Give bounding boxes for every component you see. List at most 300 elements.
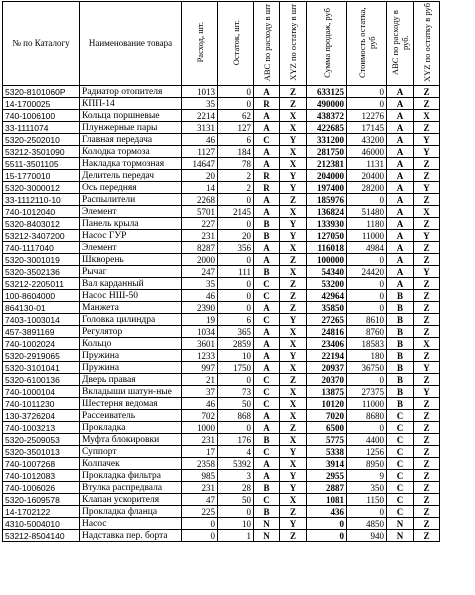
cell-abc-sales: C	[254, 398, 280, 410]
cell-xyz-stock: X	[280, 494, 307, 506]
header-xyz-stock-text: XYZ по остатку в шт	[288, 4, 298, 81]
table-row	[3, 506, 440, 518]
cell-abc-sales: A	[254, 470, 280, 482]
cell-stock-cost: 4850	[347, 518, 387, 530]
cell-stock-qty: 184	[218, 146, 254, 158]
cell-xyz-stock: Y	[280, 350, 307, 362]
cell-stock-qty: 4	[218, 446, 254, 458]
cell-sales-qty: 35	[182, 98, 218, 110]
cell-abc-sales: A	[254, 122, 280, 134]
header-name: Наименование товара	[80, 2, 182, 86]
cell-stock-cost: 0	[347, 86, 387, 98]
cell-xyz-stock-rub: Z	[414, 374, 440, 386]
cell-abc-sales: A	[254, 206, 280, 218]
table-row	[3, 350, 440, 362]
cell-stock-cost: 51480	[347, 206, 387, 218]
cell-abc-sales: A	[254, 326, 280, 338]
table-row	[3, 122, 440, 134]
header-sales-qty	[182, 2, 218, 86]
cell-name: Вкладыши шатун-ные	[80, 386, 182, 398]
cell-code: 5320-2509053	[3, 434, 80, 446]
abc-xyz-table	[2, 1, 440, 542]
cell-sales-sum: 35850	[307, 302, 347, 314]
cell-code: 5320-2502010	[3, 134, 80, 146]
cell-name: Элемент	[80, 242, 182, 254]
cell-abc-sales: A	[254, 362, 280, 374]
cell-name: Прокладка	[80, 422, 182, 434]
table-row	[3, 242, 440, 254]
cell-stock-qty: 78	[218, 158, 254, 170]
cell-code: 15-1770010	[3, 170, 80, 182]
cell-sales-qty: 227	[182, 218, 218, 230]
cell-stock-qty: 0	[218, 374, 254, 386]
cell-xyz-stock: Y	[280, 134, 307, 146]
cell-stock-cost: 11000	[347, 230, 387, 242]
cell-sales-qty: 1013	[182, 86, 218, 98]
cell-abc-sales: B	[254, 482, 280, 494]
cell-xyz-stock-rub: Z	[414, 398, 440, 410]
cell-name: Прокладка фланца	[80, 506, 182, 518]
cell-abc-stock-rub: A	[387, 158, 414, 170]
cell-sales-sum: 53200	[307, 278, 347, 290]
cell-stock-qty: 2	[218, 170, 254, 182]
cell-abc-stock-rub: C	[387, 470, 414, 482]
cell-stock-qty: 5392	[218, 458, 254, 470]
table-row	[3, 410, 440, 422]
table-row	[3, 182, 440, 194]
cell-sales-sum: 6500	[307, 422, 347, 434]
cell-abc-stock-rub: A	[387, 146, 414, 158]
table-row	[3, 254, 440, 266]
cell-sales-sum: 23406	[307, 338, 347, 350]
cell-abc-sales: C	[254, 278, 280, 290]
cell-xyz-stock-rub: Z	[414, 434, 440, 446]
cell-sales-qty: 46	[182, 134, 218, 146]
cell-code: 53212-2205011	[3, 278, 80, 290]
cell-xyz-stock: Z	[280, 194, 307, 206]
cell-sales-qty: 1000	[182, 422, 218, 434]
cell-stock-qty: 3	[218, 470, 254, 482]
cell-abc-stock-rub: C	[387, 494, 414, 506]
cell-abc-stock-rub: A	[387, 218, 414, 230]
cell-abc-sales: C	[254, 374, 280, 386]
cell-code: 5320-3101041	[3, 362, 80, 374]
cell-abc-sales: A	[254, 110, 280, 122]
cell-stock-qty: 868	[218, 410, 254, 422]
table-row	[3, 482, 440, 494]
cell-abc-stock-rub: A	[387, 254, 414, 266]
cell-sales-qty: 19	[182, 314, 218, 326]
cell-stock-qty: 6	[218, 134, 254, 146]
cell-sales-qty: 2268	[182, 194, 218, 206]
cell-code: 740-1006026	[3, 482, 80, 494]
cell-code: 864130-01	[3, 302, 80, 314]
cell-stock-cost: 180	[347, 350, 387, 362]
cell-xyz-stock: Z	[280, 506, 307, 518]
cell-sales-sum: 5338	[307, 446, 347, 458]
table-row	[3, 518, 440, 530]
cell-xyz-stock-rub: Z	[414, 422, 440, 434]
cell-stock-cost: 0	[347, 278, 387, 290]
cell-xyz-stock-rub: Y	[414, 146, 440, 158]
cell-name: Муфта блокировки	[80, 434, 182, 446]
cell-xyz-stock: Y	[280, 470, 307, 482]
cell-abc-stock-rub: C	[387, 458, 414, 470]
cell-sales-qty: 46	[182, 398, 218, 410]
cell-stock-cost: 0	[347, 98, 387, 110]
cell-stock-cost: 0	[347, 290, 387, 302]
cell-stock-cost: 43200	[347, 134, 387, 146]
table-body	[3, 86, 440, 542]
cell-stock-qty: 2	[218, 182, 254, 194]
cell-code: 5320-2919065	[3, 350, 80, 362]
cell-abc-sales: A	[254, 146, 280, 158]
cell-stock-cost: 0	[347, 194, 387, 206]
cell-stock-cost: 0	[347, 302, 387, 314]
cell-xyz-stock: Y	[280, 314, 307, 326]
cell-code: 5320-3502136	[3, 266, 80, 278]
cell-xyz-stock: X	[280, 158, 307, 170]
table-row	[3, 494, 440, 506]
cell-stock-qty: 20	[218, 230, 254, 242]
cell-stock-cost: 1256	[347, 446, 387, 458]
cell-code: 100-8604000	[3, 290, 80, 302]
cell-stock-cost: 1180	[347, 218, 387, 230]
table-row	[3, 422, 440, 434]
cell-stock-qty: 0	[218, 254, 254, 266]
header-abc-sales	[254, 2, 280, 86]
cell-sales-qty: 21	[182, 374, 218, 386]
cell-stock-cost: 1131	[347, 158, 387, 170]
cell-xyz-stock: X	[280, 338, 307, 350]
cell-xyz-stock: X	[280, 398, 307, 410]
table-row	[3, 278, 440, 290]
cell-stock-cost: 8610	[347, 314, 387, 326]
header-abc-sales-text: ABC по расходу в шт	[261, 3, 272, 82]
header-abc-stock-rub-text: ABC по расходу в руб.	[390, 10, 410, 75]
cell-stock-cost: 24420	[347, 266, 387, 278]
cell-abc-stock-rub: B	[387, 350, 414, 362]
cell-sales-qty: 3131	[182, 122, 218, 134]
cell-xyz-stock-rub: Z	[414, 278, 440, 290]
cell-stock-qty: 6	[218, 314, 254, 326]
cell-xyz-stock: X	[280, 326, 307, 338]
cell-stock-cost: 8950	[347, 458, 387, 470]
cell-code: 740-1003213	[3, 422, 80, 434]
cell-sales-sum: 116018	[307, 242, 347, 254]
table-row	[3, 434, 440, 446]
cell-code: 5511-3501105	[3, 158, 80, 170]
cell-abc-stock-rub: A	[387, 134, 414, 146]
cell-code: 457-3891169	[3, 326, 80, 338]
cell-stock-cost: 28200	[347, 182, 387, 194]
table-row	[3, 230, 440, 242]
cell-sales-sum: 197400	[307, 182, 347, 194]
table-row	[3, 170, 440, 182]
cell-abc-sales: C	[254, 386, 280, 398]
cell-xyz-stock-rub: Y	[414, 386, 440, 398]
cell-code: 33-1112110-10	[3, 194, 80, 206]
cell-abc-sales: N	[254, 518, 280, 530]
cell-xyz-stock-rub: Z	[414, 410, 440, 422]
cell-name: Надставка пер. борта	[80, 530, 182, 542]
cell-sales-sum: 212381	[307, 158, 347, 170]
cell-xyz-stock: X	[280, 458, 307, 470]
cell-stock-cost: 8680	[347, 410, 387, 422]
cell-sales-sum: 3914	[307, 458, 347, 470]
table-row	[3, 446, 440, 458]
cell-xyz-stock-rub: X	[414, 338, 440, 350]
cell-name: Регулятор	[80, 326, 182, 338]
table-row	[3, 86, 440, 98]
cell-code: 5320-3501013	[3, 446, 80, 458]
header-stock-qty	[218, 2, 254, 86]
cell-xyz-stock-rub: X	[414, 110, 440, 122]
cell-code: 53212-3501090	[3, 146, 80, 158]
cell-sales-sum: 22194	[307, 350, 347, 362]
cell-sales-qty: 231	[182, 482, 218, 494]
cell-sales-qty: 1233	[182, 350, 218, 362]
cell-abc-stock-rub: A	[387, 266, 414, 278]
cell-stock-qty: 0	[218, 98, 254, 110]
cell-code: 53212-3407200	[3, 230, 80, 242]
table-row	[3, 158, 440, 170]
cell-name: Дверь правая	[80, 374, 182, 386]
cell-sales-sum: 436	[307, 506, 347, 518]
cell-sales-qty: 2358	[182, 458, 218, 470]
cell-name: Насос ГУР	[80, 230, 182, 242]
cell-code: 5320-8101060Р	[3, 86, 80, 98]
cell-stock-cost: 940	[347, 530, 387, 542]
cell-abc-stock-rub: A	[387, 230, 414, 242]
cell-stock-qty: 0	[218, 290, 254, 302]
cell-sales-qty: 37	[182, 386, 218, 398]
cell-sales-qty: 225	[182, 506, 218, 518]
cell-xyz-stock: Z	[280, 254, 307, 266]
cell-stock-qty: 0	[218, 302, 254, 314]
cell-abc-stock-rub: A	[387, 170, 414, 182]
cell-code: 5320-3000012	[3, 182, 80, 194]
cell-xyz-stock-rub: Z	[414, 170, 440, 182]
cell-stock-qty: 365	[218, 326, 254, 338]
cell-abc-stock-rub: A	[387, 110, 414, 122]
cell-xyz-stock-rub: Z	[414, 122, 440, 134]
cell-abc-stock-rub: A	[387, 194, 414, 206]
cell-sales-qty: 1127	[182, 146, 218, 158]
table-row	[3, 98, 440, 110]
cell-stock-qty: 0	[218, 86, 254, 98]
cell-code: 5320-3001019	[3, 254, 80, 266]
cell-name: Рассеиватель	[80, 410, 182, 422]
cell-name: Вал карданный	[80, 278, 182, 290]
cell-stock-cost: 0	[347, 254, 387, 266]
cell-abc-sales: R	[254, 98, 280, 110]
cell-xyz-stock-rub: Z	[414, 254, 440, 266]
cell-name: Делитель передач	[80, 170, 182, 182]
cell-name: Суппорт	[80, 446, 182, 458]
table-row	[3, 146, 440, 158]
cell-name: Шкворень	[80, 254, 182, 266]
header-sales-sum	[307, 2, 347, 86]
cell-abc-sales: B	[254, 266, 280, 278]
cell-xyz-stock-rub: Y	[414, 134, 440, 146]
cell-sales-sum: 2887	[307, 482, 347, 494]
cell-abc-stock-rub: B	[387, 326, 414, 338]
cell-name: Ось передняя	[80, 182, 182, 194]
cell-abc-sales: C	[254, 134, 280, 146]
cell-sales-sum: 10120	[307, 398, 347, 410]
cell-sales-sum: 185976	[307, 194, 347, 206]
cell-xyz-stock: Z	[280, 422, 307, 434]
table-row	[3, 362, 440, 374]
cell-abc-stock-rub: A	[387, 242, 414, 254]
cell-xyz-stock-rub: Z	[414, 302, 440, 314]
cell-name: Панель крыла	[80, 218, 182, 230]
table-row	[3, 374, 440, 386]
cell-xyz-stock: Y	[280, 182, 307, 194]
cell-abc-sales: A	[254, 302, 280, 314]
cell-xyz-stock-rub: X	[414, 206, 440, 218]
cell-stock-qty: 10	[218, 350, 254, 362]
cell-abc-sales: A	[254, 254, 280, 266]
cell-code: 14-1702122	[3, 506, 80, 518]
cell-name: Прокладка фильтра	[80, 470, 182, 482]
cell-stock-cost: 11000	[347, 398, 387, 410]
header-stock-qty-text: Остаток, шт.	[230, 19, 241, 66]
cell-xyz-stock-rub: Y	[414, 266, 440, 278]
cell-abc-stock-rub: N	[387, 518, 414, 530]
cell-xyz-stock-rub: Z	[414, 218, 440, 230]
cell-xyz-stock-rub: Y	[414, 362, 440, 374]
cell-sales-sum: 13875	[307, 386, 347, 398]
cell-code: 5320-6100136	[3, 374, 80, 386]
table-row	[3, 134, 440, 146]
table-header	[3, 2, 440, 86]
cell-xyz-stock: Y	[280, 446, 307, 458]
cell-name: Рычаг	[80, 266, 182, 278]
cell-stock-qty: 62	[218, 110, 254, 122]
cell-xyz-stock-rub: Z	[414, 98, 440, 110]
cell-code: 33-1111074	[3, 122, 80, 134]
cell-stock-cost: 9	[347, 470, 387, 482]
header-xyz-stock-rub	[414, 2, 440, 86]
cell-abc-sales: A	[254, 242, 280, 254]
cell-sales-sum: 100000	[307, 254, 347, 266]
cell-code: 740-1006100	[3, 110, 80, 122]
cell-xyz-stock: Y	[280, 218, 307, 230]
cell-sales-sum: 1081	[307, 494, 347, 506]
cell-stock-qty: 50	[218, 398, 254, 410]
cell-abc-stock-rub: B	[387, 338, 414, 350]
cell-stock-qty: 2145	[218, 206, 254, 218]
cell-stock-cost: 4984	[347, 242, 387, 254]
cell-code: 740-1000104	[3, 386, 80, 398]
table-row	[3, 290, 440, 302]
cell-abc-sales: A	[254, 194, 280, 206]
cell-xyz-stock: Y	[280, 518, 307, 530]
cell-name: Колпачек	[80, 458, 182, 470]
cell-abc-stock-rub: A	[387, 278, 414, 290]
cell-sales-qty: 702	[182, 410, 218, 422]
table-row	[3, 386, 440, 398]
cell-abc-sales: A	[254, 158, 280, 170]
cell-abc-sales: C	[254, 446, 280, 458]
cell-xyz-stock-rub: Y	[414, 182, 440, 194]
cell-stock-qty: 0	[218, 422, 254, 434]
cell-xyz-stock: Z	[280, 86, 307, 98]
cell-name: Элемент	[80, 206, 182, 218]
cell-stock-cost: 1150	[347, 494, 387, 506]
cell-xyz-stock: Z	[280, 374, 307, 386]
cell-abc-stock-rub: B	[387, 290, 414, 302]
cell-sales-sum: 24816	[307, 326, 347, 338]
table-row	[3, 470, 440, 482]
cell-name: Плунжерные пары	[80, 122, 182, 134]
cell-xyz-stock-rub: Z	[414, 326, 440, 338]
cell-name: Главная передача	[80, 134, 182, 146]
cell-stock-qty: 1	[218, 530, 254, 542]
cell-name: Насос НШ-50	[80, 290, 182, 302]
cell-sales-sum: 5775	[307, 434, 347, 446]
cell-xyz-stock-rub: Y	[414, 230, 440, 242]
cell-stock-cost: 350	[347, 482, 387, 494]
cell-xyz-stock-rub: Z	[414, 446, 440, 458]
cell-sales-sum: 633125	[307, 86, 347, 98]
cell-stock-cost: 0	[347, 422, 387, 434]
cell-xyz-stock: X	[280, 266, 307, 278]
cell-code: 740-1011230	[3, 398, 80, 410]
cell-xyz-stock-rub: Z	[414, 86, 440, 98]
cell-abc-stock-rub: A	[387, 182, 414, 194]
cell-name: Кольца поршневые	[80, 110, 182, 122]
cell-sales-sum: 136824	[307, 206, 347, 218]
cell-abc-stock-rub: A	[387, 122, 414, 134]
cell-code: 5320-8403012	[3, 218, 80, 230]
cell-abc-stock-rub: C	[387, 410, 414, 422]
cell-name: Радиатор отопителя	[80, 86, 182, 98]
cell-xyz-stock: X	[280, 122, 307, 134]
cell-stock-qty: 111	[218, 266, 254, 278]
cell-sales-qty: 0	[182, 518, 218, 530]
cell-stock-cost: 27375	[347, 386, 387, 398]
table-row	[3, 458, 440, 470]
table-row	[3, 326, 440, 338]
cell-stock-cost: 0	[347, 374, 387, 386]
cell-abc-sales: C	[254, 290, 280, 302]
cell-sales-qty: 3601	[182, 338, 218, 350]
cell-sales-qty: 17	[182, 446, 218, 458]
cell-sales-sum: 422685	[307, 122, 347, 134]
header-xyz-stock	[280, 2, 307, 86]
cell-xyz-stock: X	[280, 410, 307, 422]
cell-abc-sales: N	[254, 530, 280, 542]
cell-abc-stock-rub: B	[387, 362, 414, 374]
cell-sales-sum: 204000	[307, 170, 347, 182]
cell-xyz-stock: X	[280, 434, 307, 446]
cell-sales-sum: 42964	[307, 290, 347, 302]
cell-abc-stock-rub: N	[387, 530, 414, 542]
cell-abc-sales: A	[254, 338, 280, 350]
cell-xyz-stock-rub: Z	[414, 350, 440, 362]
cell-xyz-stock-rub: Z	[414, 458, 440, 470]
cell-abc-sales: B	[254, 434, 280, 446]
cell-sales-qty: 2000	[182, 254, 218, 266]
cell-name: Пружина	[80, 362, 182, 374]
cell-abc-stock-rub: C	[387, 482, 414, 494]
cell-abc-stock-rub: C	[387, 422, 414, 434]
cell-xyz-stock: Z	[280, 530, 307, 542]
cell-xyz-stock-rub: Z	[414, 194, 440, 206]
